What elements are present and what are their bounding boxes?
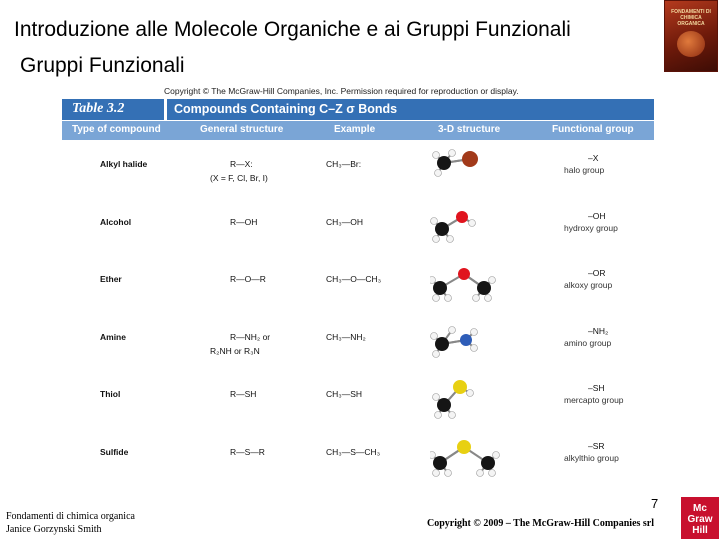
example-structure: CH₃—Br: xyxy=(326,159,362,169)
carbon-atom xyxy=(437,156,451,170)
hydrogen-atom xyxy=(433,295,440,302)
functional-group-symbol: –X xyxy=(588,153,599,163)
column-header: Type of compound xyxy=(72,124,161,135)
general-structure-note: (X = F, Cl, Br, I) xyxy=(210,173,268,183)
molecule-3d-model xyxy=(430,145,502,195)
footer-book-author: Janice Gorzynski Smith xyxy=(6,524,102,535)
molecule-3d-model xyxy=(430,375,502,425)
heteroatom xyxy=(457,440,471,454)
column-header: 3-D structure xyxy=(438,124,501,135)
compound-type: Alcohol xyxy=(100,216,132,227)
example-structure: CH₃—SH xyxy=(326,389,363,399)
heteroatom xyxy=(456,211,468,223)
hydrogen-atom xyxy=(467,390,474,397)
example-structure: CH₃—O—CH₃ xyxy=(326,274,382,284)
functional-group-name: amino group xyxy=(564,337,612,348)
hydrogen-atom xyxy=(433,394,440,401)
table-row xyxy=(62,373,654,431)
functional-group-name: hydroxy group xyxy=(564,222,618,233)
heteroatom xyxy=(458,268,470,280)
hydrogen-atom xyxy=(445,295,452,302)
carbon-atom xyxy=(477,281,491,295)
functional-group-name: alkoxy group xyxy=(564,280,613,290)
general-structure: R—OH xyxy=(230,216,258,227)
hydrogen-atom xyxy=(447,235,454,242)
general-structure: R—NH₂ or xyxy=(230,331,271,342)
hydrogen-atom xyxy=(469,219,476,226)
table-row xyxy=(62,143,654,201)
functional-group-name: alkylthio group xyxy=(564,452,619,463)
column-header: Functional group xyxy=(552,124,634,135)
book-cover-text: FONDAMENTI DI CHIMICA ORGANICA xyxy=(671,9,711,27)
functional-group-symbol: –NH₂ xyxy=(588,325,609,336)
carbon-atom xyxy=(481,456,495,470)
book-cover-graphic xyxy=(677,31,705,57)
compound-type: Sulfide xyxy=(100,446,129,457)
table-title: Compounds Containing C–Z σ Bonds xyxy=(174,102,398,116)
column-header: General structure xyxy=(200,124,284,135)
hydrogen-atom xyxy=(477,469,484,476)
table-row xyxy=(62,201,654,259)
book-cover-image xyxy=(664,0,718,72)
general-structure-note: R₂NH or R₃N xyxy=(210,345,260,356)
functional-group-name: halo group xyxy=(564,165,605,175)
carbon-atom xyxy=(433,456,447,470)
hydrogen-atom xyxy=(489,277,496,284)
table-number: Table 3.2 xyxy=(72,101,125,116)
molecule-3d-model xyxy=(430,433,502,483)
table-header-divider xyxy=(164,99,167,120)
molecule-3d-model xyxy=(430,203,502,253)
hydrogen-atom xyxy=(471,344,478,351)
compound-type: Amine xyxy=(100,331,126,342)
carbon-atom xyxy=(435,337,449,351)
functional-group-symbol: –OR xyxy=(588,268,606,278)
functional-group-symbol: –OH xyxy=(588,210,606,221)
hydrogen-atom xyxy=(489,469,496,476)
general-structure: R—X: xyxy=(230,159,253,169)
hydrogen-atom xyxy=(449,150,456,157)
table-row xyxy=(62,316,654,374)
molecule-3d-model xyxy=(430,318,502,368)
hydrogen-atom xyxy=(435,170,442,177)
heteroatom xyxy=(453,380,467,394)
page-number: 7 xyxy=(651,496,659,511)
heteroatom xyxy=(462,151,478,167)
copyright-note: Copyright © The McGraw-Hill Companies, Inc. Permission required for reproduction or display. xyxy=(164,86,519,96)
hydrogen-atom xyxy=(445,469,452,476)
hydrogen-atom xyxy=(433,469,440,476)
general-structure: R—SH xyxy=(230,389,257,399)
hydrogen-atom xyxy=(471,328,478,335)
general-structure: R—S—R xyxy=(230,446,265,457)
table-figure xyxy=(62,99,654,485)
molecule-3d-model xyxy=(430,260,502,310)
column-header: Example xyxy=(334,124,376,135)
footer-copyright: Copyright © 2009 – The McGraw-Hill Companies srl xyxy=(427,518,655,529)
hydrogen-atom xyxy=(430,451,436,458)
hydrogen-atom xyxy=(431,217,438,224)
footer-book-title: Fondamenti di chimica organica xyxy=(6,511,135,522)
logo-text: Graw xyxy=(687,514,713,525)
hydrogen-atom xyxy=(433,350,440,357)
hydrogen-atom xyxy=(433,152,440,159)
compound-type: Ether xyxy=(100,274,122,284)
general-structure: R—O—R xyxy=(230,274,266,284)
hydrogen-atom xyxy=(493,451,500,458)
slide-title: Introduzione alle Molecole Organiche e ai Gruppi Funzionali xyxy=(14,18,571,41)
carbon-atom xyxy=(437,398,451,412)
table-column-headers xyxy=(62,120,654,140)
compound-type: Thiol xyxy=(100,389,121,399)
carbon-atom xyxy=(433,281,447,295)
carbon-atom xyxy=(435,222,449,236)
mcgraw-hill-logo xyxy=(681,497,719,539)
table-row xyxy=(62,258,654,316)
hydrogen-atom xyxy=(433,235,440,242)
logo-text: Mc xyxy=(693,503,707,514)
example-structure: CH₃—OH xyxy=(326,216,363,227)
example-structure: CH₃—S—CH₃ xyxy=(326,446,381,457)
hydrogen-atom xyxy=(449,326,456,333)
footer-book-info xyxy=(6,510,135,536)
hydrogen-atom xyxy=(435,412,442,419)
table-row xyxy=(62,431,654,489)
hydrogen-atom xyxy=(449,412,456,419)
slide-subtitle: Gruppi Funzionali xyxy=(20,54,185,77)
hydrogen-atom xyxy=(473,295,480,302)
hydrogen-atom xyxy=(430,277,436,284)
hydrogen-atom xyxy=(485,295,492,302)
hydrogen-atom xyxy=(431,332,438,339)
logo-text: Hill xyxy=(692,525,708,536)
functional-group-name: mercapto group xyxy=(564,395,624,405)
table-header-bar xyxy=(62,99,654,120)
functional-group-symbol: –SH xyxy=(588,383,605,393)
functional-group-symbol: –SR xyxy=(588,440,605,451)
compound-type: Alkyl halide xyxy=(100,159,148,169)
heteroatom xyxy=(460,334,472,346)
example-structure: CH₃—NH₂ xyxy=(326,331,366,342)
